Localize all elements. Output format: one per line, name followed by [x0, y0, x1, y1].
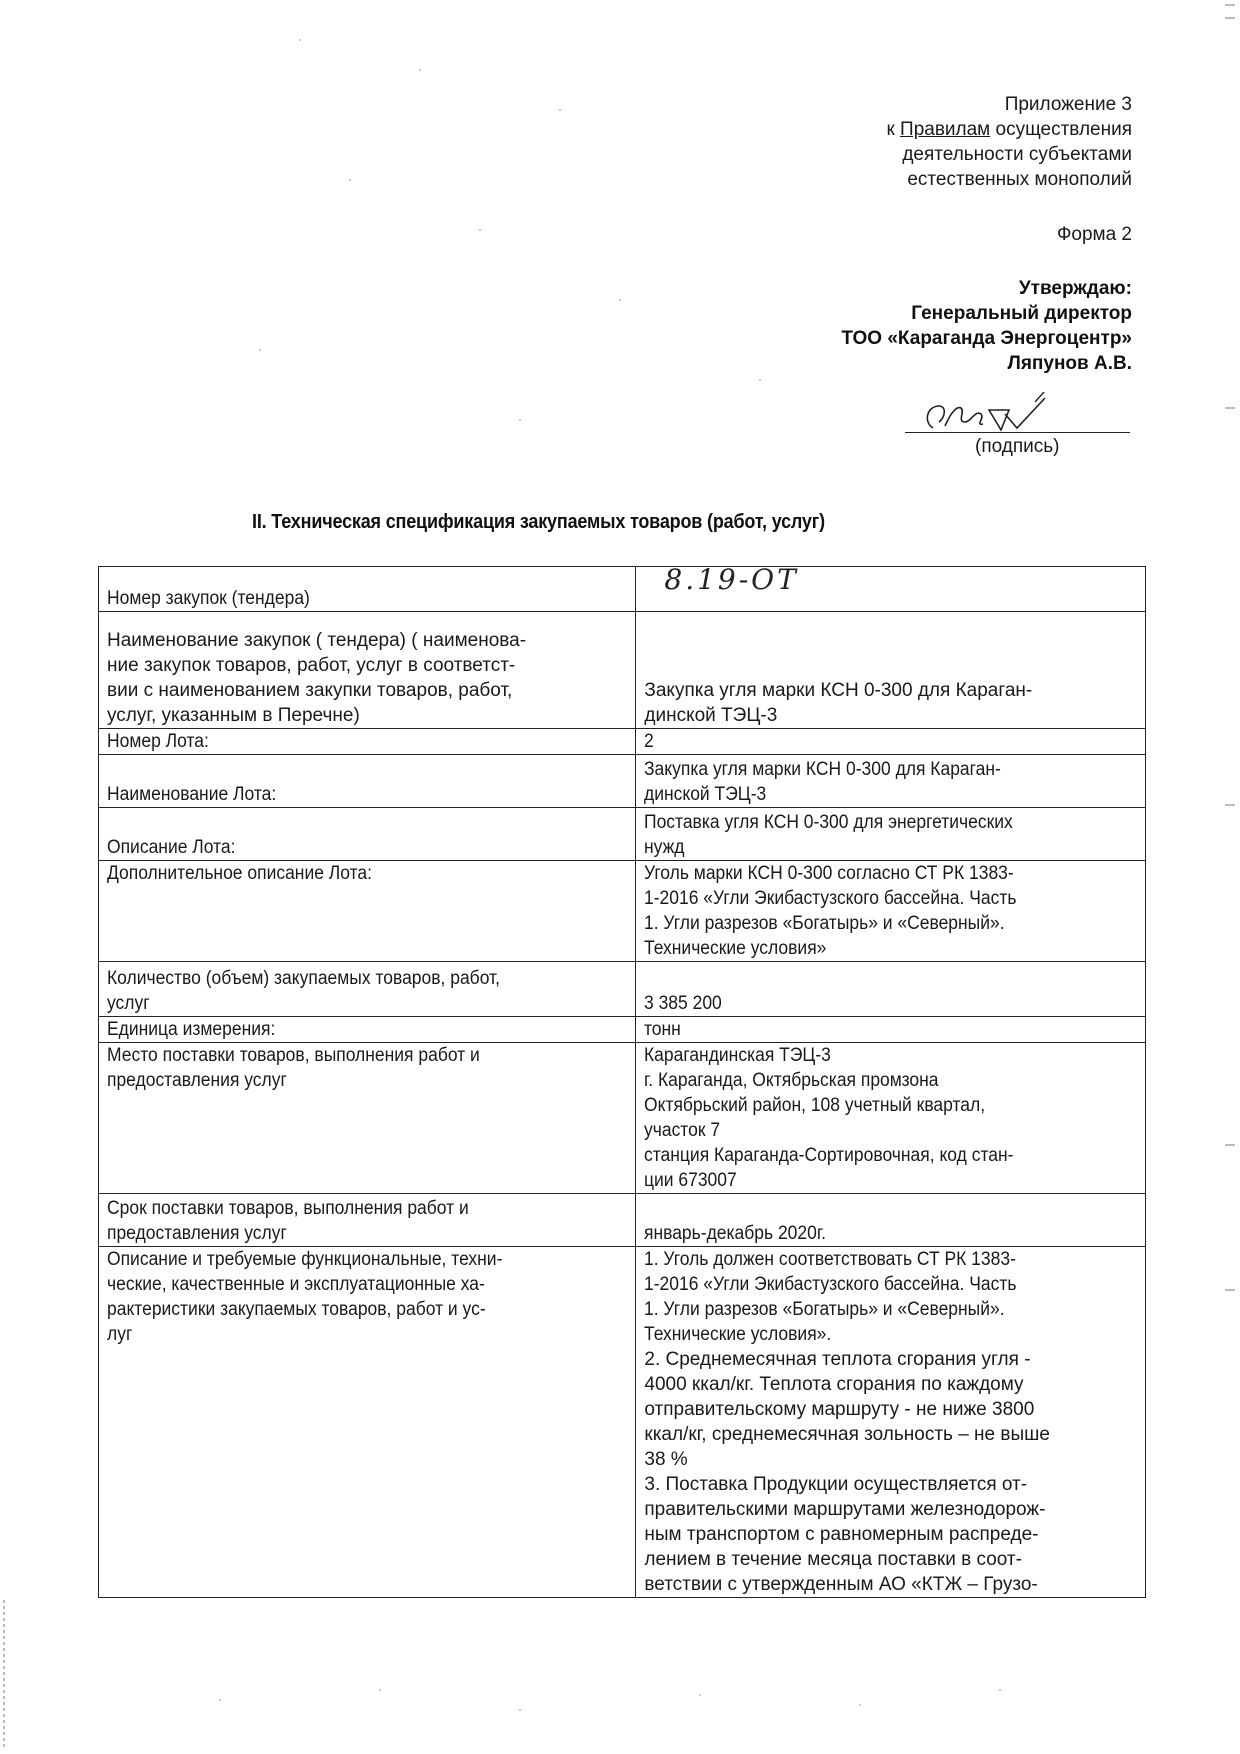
table-row	[99, 861, 1146, 962]
table-row	[99, 1194, 1146, 1247]
unit-value: тонн	[644, 1019, 682, 1040]
row-label: Номер закупок (тендера)	[99, 567, 636, 612]
row-value	[636, 1194, 1146, 1247]
approver-name: Ляпунов А.В.	[1007, 353, 1132, 374]
row-value: 1. Уголь должен соответствовать СТ РК 1383- 1-2016 «Угли Экибастузского бассейна. Часть 1. Угли разрезов «Богатырь» и «Северный». Технические условия». 2. Среднемесячная теплота сгорания угля - 4000 ккал/кг. Теплота сгорания по каждому отправительскому маршруту - не ниже 3800 ккал/кг, среднемесячная зольность – не выше 38 % 3. Поставка Продукции осуществляется от- правительскими маршрутами железнодорож- ным транспортом с равномерным распреде- лением в течение месяца поставки в соот- ветствии с утвержденным АО «КТЖ – Грузо-	[636, 1247, 1146, 1598]
row-label: Количество (объем) закупаемых товаров, работ, услуг	[99, 962, 636, 1017]
annex-rules-line: к Правилам осуществления	[886, 119, 1132, 140]
row-value: Уголь марки КСН 0-300 согласно СТ РК 1383- 1-2016 «Угли Экибастузского бассейна. Часть 1. Угли разрезов «Богатырь» и «Северный». Технические условия»	[636, 861, 1146, 962]
table-row	[99, 1017, 1146, 1043]
row-value	[636, 962, 1146, 1017]
annex-line-3: деятельности субъектами	[902, 144, 1132, 165]
row-label: Наименование Лота:	[99, 755, 636, 808]
table-row	[99, 729, 1146, 755]
signature-caption: (подпись)	[975, 436, 1060, 457]
approver-position: Генеральный директор	[911, 303, 1132, 324]
signature-line	[905, 432, 1130, 433]
table-row	[99, 755, 1146, 808]
table-row	[99, 962, 1146, 1017]
form-label: Форма 2	[1056, 224, 1132, 245]
row-label: Наименование закупок ( тендера) ( наименова- ние закупок товаров, работ, услуг в соответст- вии с наименованием закупки товаров, работ, услуг, указанным в Перечне)	[99, 612, 636, 729]
table-row	[99, 808, 1146, 861]
row-label: Срок поставки товаров, выполнения работ и предоставления услуг	[99, 1194, 636, 1247]
table-row	[99, 567, 1146, 612]
row-value: Поставка угля КСН 0-300 для энергетических нужд	[636, 808, 1146, 861]
signature-icon	[905, 392, 1130, 432]
approve-heading: Утверждаю:	[1018, 278, 1132, 299]
rules-link[interactable]: Правилам	[900, 119, 991, 140]
section-title: II. Техническая спецификация закупаемых товаров (работ, услуг)	[252, 511, 825, 533]
row-value	[636, 563, 1146, 612]
annex-reference	[886, 92, 1132, 192]
technical-spec-table	[98, 563, 1146, 1598]
annex-title: Приложение 3	[1004, 94, 1132, 115]
table-row	[99, 1043, 1146, 1194]
delivery-term-value: январь-декабрь 2020г.	[644, 1223, 827, 1244]
row-value: 2	[636, 729, 1146, 755]
annex-line-4: естественных монополий	[907, 169, 1132, 190]
row-label: Описание Лота:	[99, 808, 636, 861]
row-label: Номер Лота:	[99, 729, 636, 755]
row-value: Закупка угля марки КСН 0-300 для Караган- динской ТЭЦ-3	[636, 755, 1146, 808]
approver-company: ТОО «Караганда Энергоцентр»	[841, 328, 1132, 349]
row-label: Описание и требуемые функциональные, техни- ческие, качественные и эксплуатационные ха- рактеристики закупаемых товаров, работ и ус- луг	[99, 1247, 636, 1598]
approval-block	[841, 276, 1132, 376]
row-value: Карагандинская ТЭЦ-3 г. Караганда, Октябрьская промзона Октябрьский район, 108 учетный квартал, участок 7 станция Караганда-Сортировочная, код стан- ции 673007	[636, 1043, 1146, 1194]
tender-number: 8.19-ОТ	[664, 563, 799, 596]
row-label: Дополнительное описание Лота:	[99, 861, 636, 962]
row-value	[636, 1017, 1146, 1043]
quantity-value: 3 385 200	[644, 993, 723, 1014]
table-row	[99, 612, 1146, 729]
table-row	[99, 1247, 1146, 1598]
row-value: Закупка угля марки КСН 0-300 для Караган- динской ТЭЦ-3	[636, 612, 1146, 729]
row-label: Место поставки товаров, выполнения работ и предоставления услуг	[99, 1043, 636, 1194]
row-label: Единица измерения:	[99, 1017, 636, 1043]
